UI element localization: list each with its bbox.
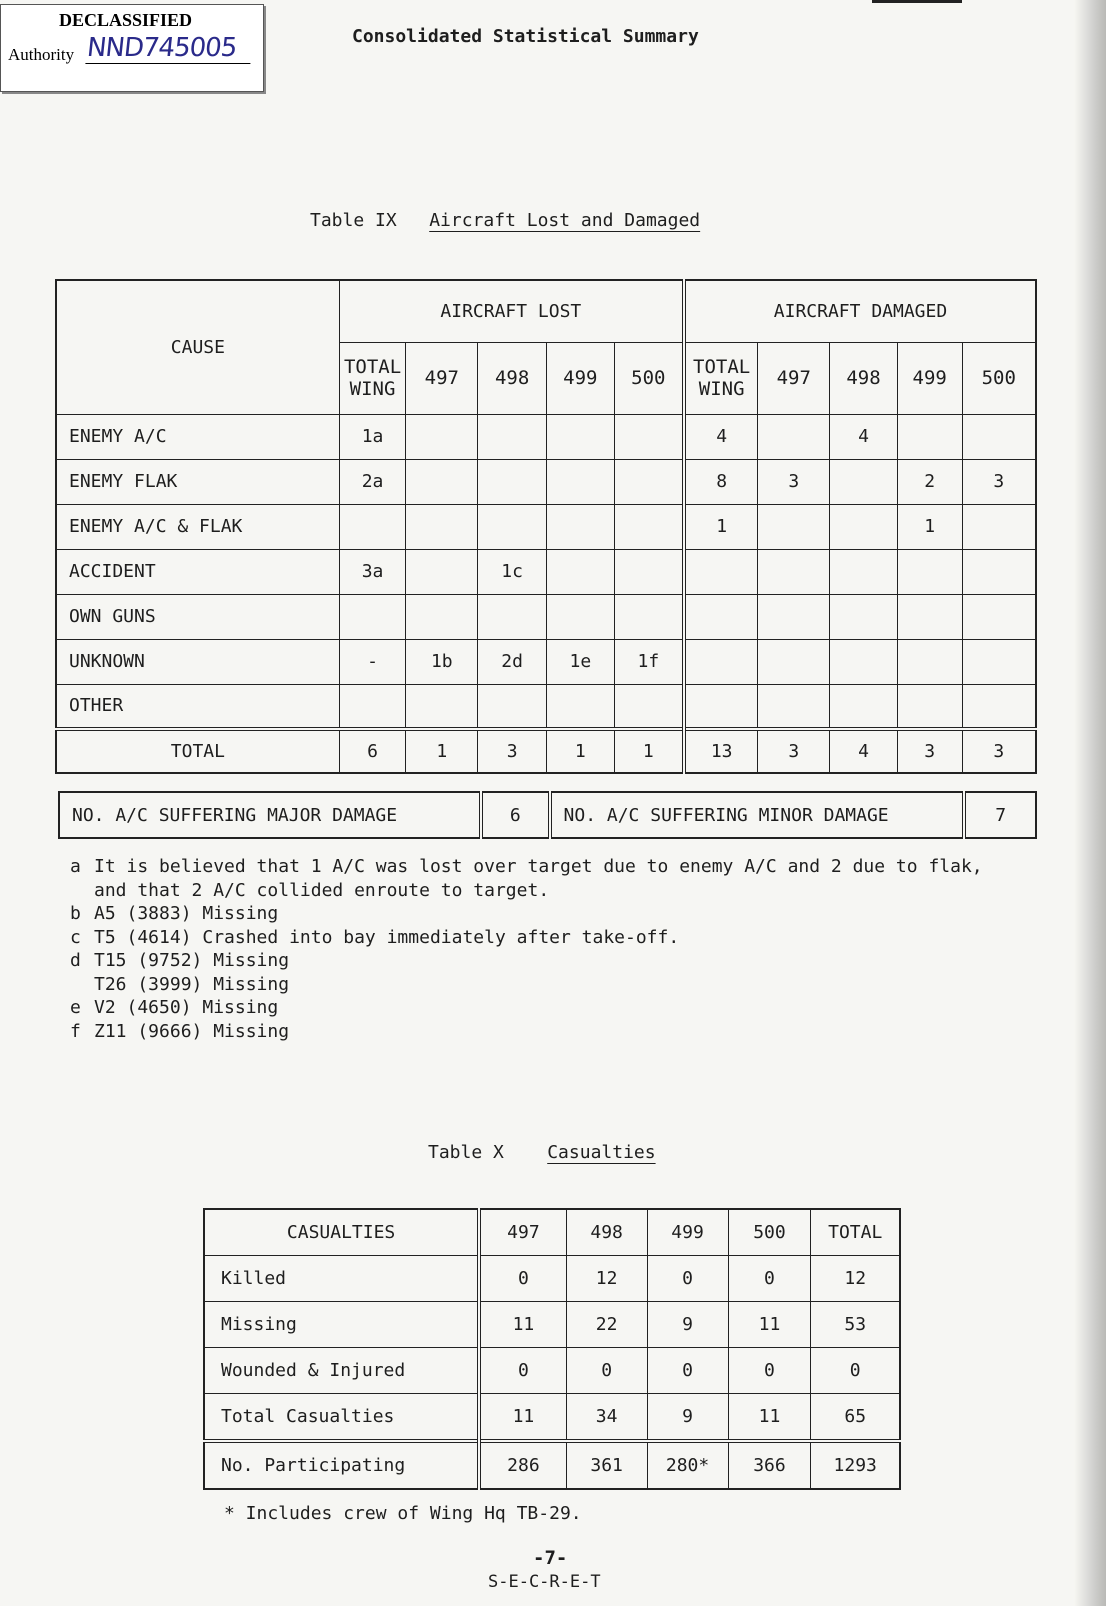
table-row xyxy=(204,1394,900,1442)
table9-label: Table IX xyxy=(310,210,397,231)
table-row xyxy=(56,549,1036,594)
table-row xyxy=(204,1302,900,1348)
table-cell: 11 xyxy=(479,1394,566,1442)
table9-title: Aircraft Lost and Damaged xyxy=(429,210,701,231)
note-key: d xyxy=(70,950,81,971)
stamp-authority-label: Authority xyxy=(8,45,75,64)
table-cell xyxy=(339,504,406,549)
table-row xyxy=(204,1256,900,1302)
table-cell: 1 xyxy=(897,504,962,549)
cause-label: ENEMY A/C & FLAK xyxy=(56,504,339,549)
table-cell: 366 xyxy=(728,1441,811,1489)
declassified-stamp xyxy=(0,4,264,92)
table-cell: 65 xyxy=(811,1394,900,1442)
cause-label: OWN GUNS xyxy=(56,594,339,639)
group-header: 500 xyxy=(962,342,1036,414)
table-cell xyxy=(758,414,830,459)
table-cell xyxy=(339,594,406,639)
classification-marking: S-E-C-R-E-T xyxy=(488,1572,601,1592)
table-row xyxy=(204,1348,900,1394)
cause-label: ENEMY FLAK xyxy=(56,459,339,504)
table-cell: 4 xyxy=(684,414,758,459)
table-cell xyxy=(478,684,547,729)
note-text: T26 (3999) Missing xyxy=(94,973,290,995)
table-cell xyxy=(546,594,614,639)
table-cell xyxy=(830,639,898,684)
row-label: No. Participating xyxy=(204,1441,479,1489)
table-cell xyxy=(897,684,962,729)
table-cell xyxy=(830,459,898,504)
table-cell xyxy=(406,549,478,594)
table-cell: 2 xyxy=(897,459,962,504)
group-header: 500 xyxy=(614,342,684,414)
group-header: 497 xyxy=(406,342,478,414)
row-label: Killed xyxy=(204,1256,479,1302)
table10-title: Casualties xyxy=(547,1142,656,1163)
major-damage-value: 6 xyxy=(481,792,549,838)
table-cell: 1 xyxy=(684,504,758,549)
header-row xyxy=(204,1209,900,1256)
total-wing-header: TOTAL WING xyxy=(339,342,406,414)
column-header: 497 xyxy=(479,1209,566,1256)
table-cell xyxy=(830,504,898,549)
table-row xyxy=(56,459,1036,504)
note-key: c xyxy=(70,926,81,948)
table-cell xyxy=(758,684,830,729)
column-header: TOTAL xyxy=(811,1209,900,1256)
note-line xyxy=(70,855,983,879)
note-text: A5 (3883) Missing xyxy=(94,903,279,924)
table-cell xyxy=(962,504,1036,549)
group-header: 498 xyxy=(830,342,898,414)
note-text: It is believed that 1 A/C was lost over target due to enemy A/C and 2 due to flak, xyxy=(94,856,983,877)
table-cell xyxy=(684,594,758,639)
note-key: e xyxy=(70,997,81,1018)
table-cell xyxy=(546,684,614,729)
table-cell: 11 xyxy=(728,1302,811,1348)
scan-shadow xyxy=(1074,0,1106,1606)
table-cell: 9 xyxy=(647,1302,728,1348)
cause-header: CAUSE xyxy=(56,280,339,414)
note-key: a xyxy=(70,856,81,877)
group-header: 498 xyxy=(478,342,547,414)
table-cell: 11 xyxy=(728,1394,811,1442)
table9-notes xyxy=(70,855,983,1043)
total-cell: 6 xyxy=(339,729,406,773)
table-row xyxy=(56,414,1036,459)
page-title: Consolidated Statistical Summary xyxy=(352,26,699,47)
note-key: b xyxy=(70,903,81,924)
table-cell: 53 xyxy=(811,1302,900,1348)
group-header: 497 xyxy=(758,342,830,414)
total-cell: 13 xyxy=(684,729,758,773)
casualties-footnote: * Includes crew of Wing Hq TB-29. xyxy=(224,1503,582,1524)
table-cell xyxy=(546,549,614,594)
table-row xyxy=(56,684,1036,729)
table-cell: 4 xyxy=(830,414,898,459)
table-cell: 2a xyxy=(339,459,406,504)
column-header: 498 xyxy=(566,1209,647,1256)
note-text: Z11 (9666) Missing xyxy=(94,1020,290,1042)
minor-damage-label: NO. A/C SUFFERING MINOR DAMAGE xyxy=(550,792,965,838)
note-line xyxy=(70,1020,983,1044)
table-cell: 3 xyxy=(758,459,830,504)
table-cell xyxy=(546,504,614,549)
table-cell: - xyxy=(339,639,406,684)
group-header: 499 xyxy=(546,342,614,414)
table10-caption xyxy=(428,1142,656,1163)
table-cell xyxy=(830,594,898,639)
note-line xyxy=(70,973,983,997)
stamp-title: DECLASSIFIED xyxy=(59,10,193,30)
table-cell xyxy=(684,684,758,729)
note-text: T5 (4614) Crashed into bay immediately after take-off. xyxy=(94,926,680,948)
table-cell: 8 xyxy=(684,459,758,504)
group-header: 499 xyxy=(897,342,962,414)
table-cell xyxy=(406,684,478,729)
cause-label: UNKNOWN xyxy=(56,639,339,684)
table-cell xyxy=(962,414,1036,459)
table-cell: 0 xyxy=(728,1348,811,1394)
table-cell xyxy=(897,414,962,459)
casualties-table xyxy=(203,1208,901,1490)
table-row xyxy=(56,639,1036,684)
table-cell: 22 xyxy=(566,1302,647,1348)
aircraft-lost-damaged-table xyxy=(55,279,1037,774)
total-row xyxy=(56,729,1036,773)
row-label: Total Casualties xyxy=(204,1394,479,1442)
table-cell xyxy=(478,594,547,639)
total-wing-header: TOTAL WING xyxy=(684,342,758,414)
table-row xyxy=(56,504,1036,549)
column-header: 500 xyxy=(728,1209,811,1256)
total-cell: 1 xyxy=(546,729,614,773)
table-cell xyxy=(478,414,547,459)
column-header: 499 xyxy=(647,1209,728,1256)
table-cell xyxy=(758,639,830,684)
table-cell xyxy=(684,639,758,684)
table-cell: 9 xyxy=(647,1394,728,1442)
major-damage-label: NO. A/C SUFFERING MAJOR DAMAGE xyxy=(59,792,481,838)
table-cell xyxy=(962,594,1036,639)
table-cell xyxy=(962,639,1036,684)
cause-label: OTHER xyxy=(56,684,339,729)
table-cell xyxy=(830,684,898,729)
minor-damage-value: 7 xyxy=(964,792,1036,838)
table-cell: 12 xyxy=(566,1256,647,1302)
total-cell: 4 xyxy=(830,729,898,773)
aircraft-damaged-header: AIRCRAFT DAMAGED xyxy=(684,280,1036,342)
table-cell: 0 xyxy=(479,1348,566,1394)
note-line xyxy=(70,949,983,973)
cause-label: ENEMY A/C xyxy=(56,414,339,459)
table-cell xyxy=(758,594,830,639)
table-cell: 1b xyxy=(406,639,478,684)
note-key xyxy=(70,973,94,997)
table-cell xyxy=(830,549,898,594)
table-cell xyxy=(339,684,406,729)
table-cell xyxy=(546,414,614,459)
table-cell xyxy=(614,504,684,549)
note-key xyxy=(70,879,94,903)
table-cell: 11 xyxy=(479,1302,566,1348)
table-cell: 286 xyxy=(479,1441,566,1489)
table-cell xyxy=(614,684,684,729)
table-cell xyxy=(962,684,1036,729)
note-text: T15 (9752) Missing xyxy=(94,950,290,971)
table-cell: 34 xyxy=(566,1394,647,1442)
table-cell xyxy=(614,459,684,504)
aircraft-lost-header: AIRCRAFT LOST xyxy=(339,280,684,342)
page-number: -7- xyxy=(533,1547,568,1569)
top-rule xyxy=(872,0,962,3)
stamp-authority-number: NND745005 xyxy=(85,33,253,64)
total-cell: 3 xyxy=(758,729,830,773)
table-cell xyxy=(546,459,614,504)
row-label: Missing xyxy=(204,1302,479,1348)
note-line xyxy=(70,926,983,950)
row-label: Wounded & Injured xyxy=(204,1348,479,1394)
table-cell: 1e xyxy=(546,639,614,684)
table-cell: 0 xyxy=(728,1256,811,1302)
table-cell: 3 xyxy=(962,459,1036,504)
total-cell: 3 xyxy=(962,729,1036,773)
total-cell: 3 xyxy=(478,729,547,773)
table10-label: Table X xyxy=(428,1142,504,1163)
table-cell: 3a xyxy=(339,549,406,594)
table-cell xyxy=(406,594,478,639)
note-text: V2 (4650) Missing xyxy=(94,997,279,1018)
table-cell: 0 xyxy=(647,1348,728,1394)
cause-label: ACCIDENT xyxy=(56,549,339,594)
column-header: CASUALTIES xyxy=(204,1209,479,1256)
table-cell: 1c xyxy=(478,549,547,594)
total-cell: 1 xyxy=(614,729,684,773)
table-cell xyxy=(406,459,478,504)
table-cell: 12 xyxy=(811,1256,900,1302)
table-cell xyxy=(758,549,830,594)
table-cell: 0 xyxy=(479,1256,566,1302)
table-cell xyxy=(406,504,478,549)
note-line xyxy=(70,879,983,903)
participating-row xyxy=(204,1441,900,1489)
table-cell: 1293 xyxy=(811,1441,900,1489)
table9-caption xyxy=(310,210,700,231)
table-cell xyxy=(897,594,962,639)
table-cell xyxy=(614,414,684,459)
table-cell xyxy=(614,594,684,639)
table-cell xyxy=(406,414,478,459)
note-line xyxy=(70,996,983,1020)
table-cell xyxy=(897,549,962,594)
table-cell xyxy=(614,549,684,594)
table-cell: 0 xyxy=(811,1348,900,1394)
table-cell xyxy=(962,549,1036,594)
table-cell xyxy=(684,549,758,594)
damage-summary-table xyxy=(58,791,1037,839)
table-cell: 2d xyxy=(478,639,547,684)
table-cell: 0 xyxy=(566,1348,647,1394)
total-label: TOTAL xyxy=(56,729,339,773)
note-line xyxy=(70,902,983,926)
table-cell: 1f xyxy=(614,639,684,684)
table-cell xyxy=(478,504,547,549)
table-cell: 1a xyxy=(339,414,406,459)
note-key: f xyxy=(70,1020,81,1042)
table-cell xyxy=(897,639,962,684)
table-row xyxy=(56,594,1036,639)
table-cell: 0 xyxy=(647,1256,728,1302)
table-cell: 280* xyxy=(647,1441,728,1489)
note-text: and that 2 A/C collided enroute to target. xyxy=(94,879,550,901)
total-cell: 1 xyxy=(406,729,478,773)
table-cell: 361 xyxy=(566,1441,647,1489)
table-cell xyxy=(758,504,830,549)
table-cell xyxy=(478,459,547,504)
total-cell: 3 xyxy=(897,729,962,773)
